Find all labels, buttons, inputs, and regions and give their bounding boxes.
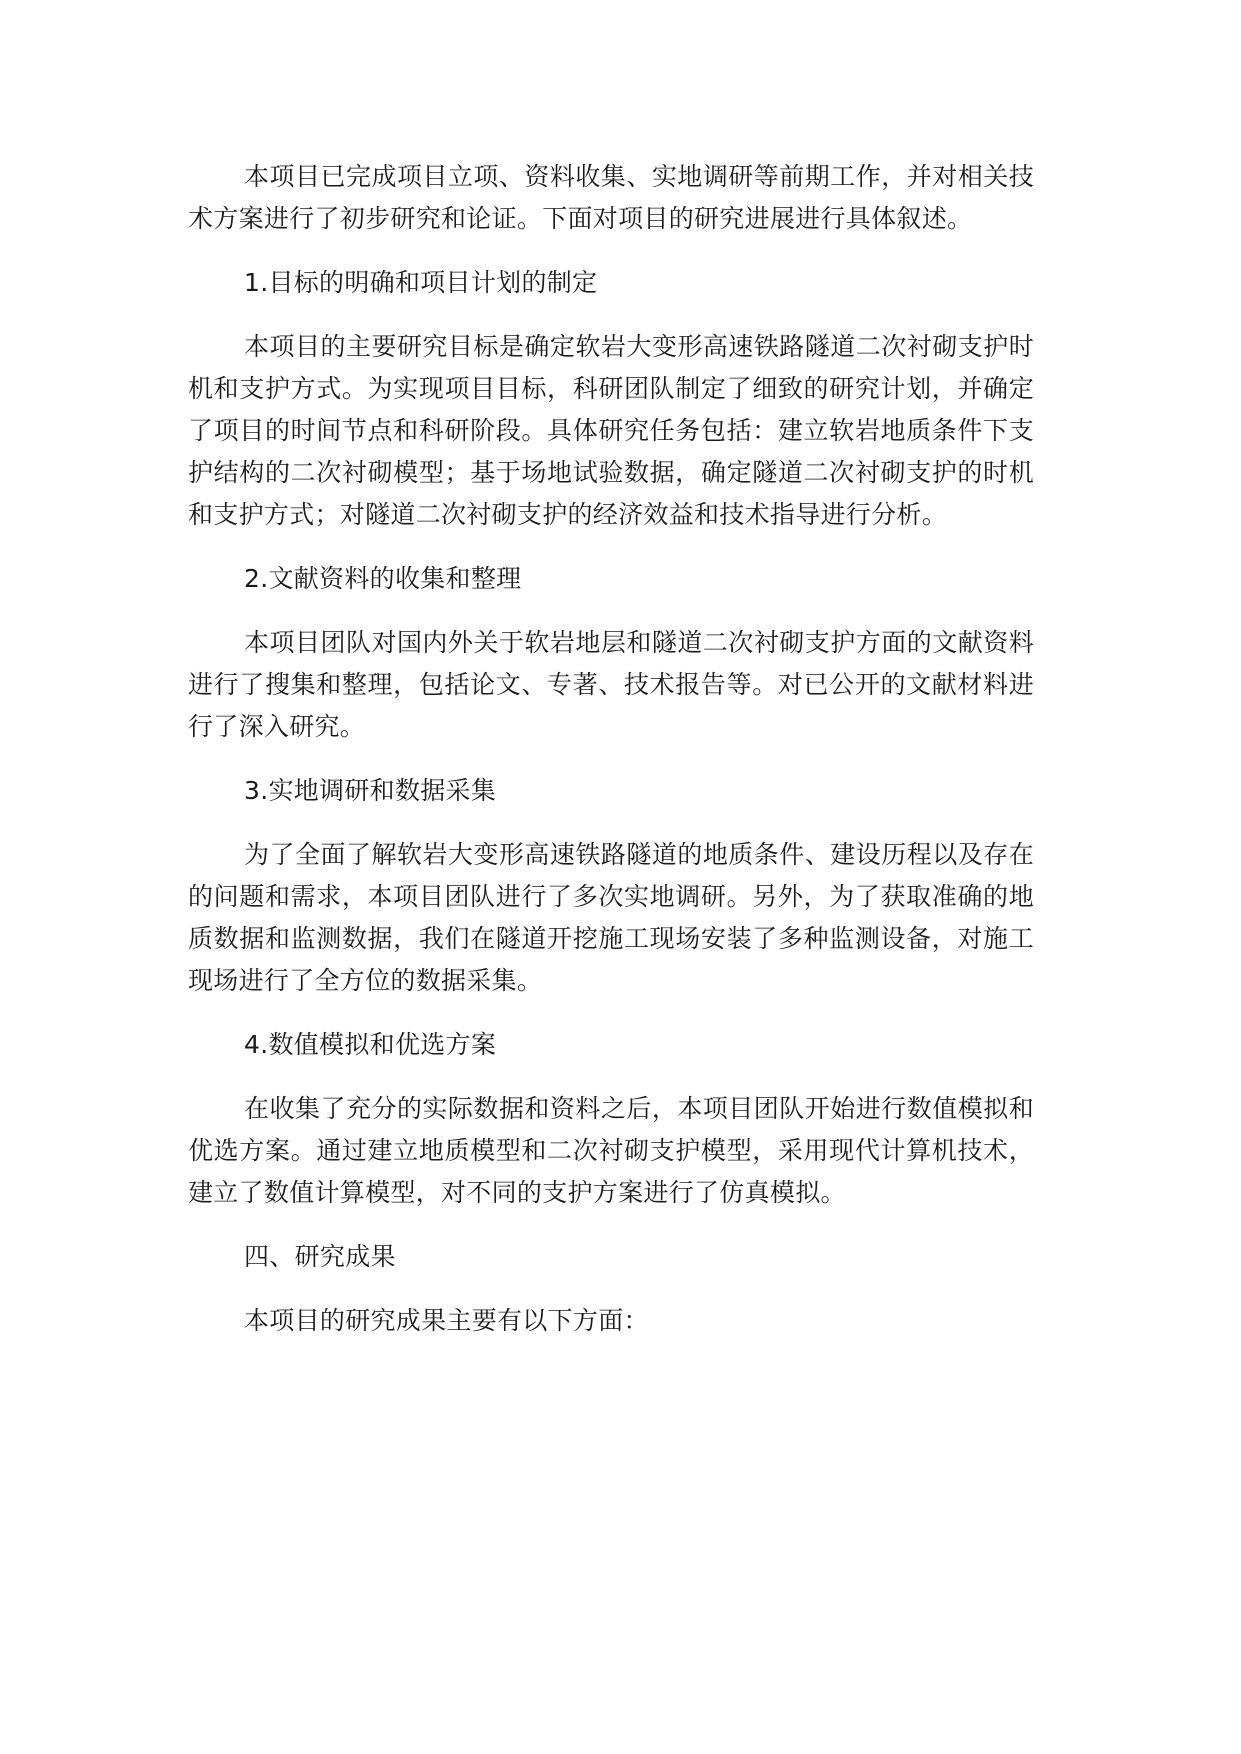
section-heading-3: 3.实地调研和数据采集 <box>244 776 497 805</box>
section-heading-2: 2.文献资料的收集和整理 <box>244 564 522 593</box>
paragraph-section-3: 为了全面了解软岩大变形高速铁路隧道的地质条件、建设历程以及存在的问题和需求，本项目团队进行了多次实地调研。另外，为了获取准确的地质数据和监测数据，我们在隧道开挖施工现场安装了多种监测设备，对施工现场进行了全方位的数据采集。 <box>188 840 1034 995</box>
paragraph-intro: 本项目已完成项目立项、资料收集、实地调研等前期工作，并对相关技术方案进行了初步研究和论证。下面对项目的研究进展进行具体叙述。 <box>188 162 1034 233</box>
paragraph-section-1: 本项目的主要研究目标是确定软岩大变形高速铁路隧道二次衬砌支护时机和支护方式。为实现项目目标，科研团队制定了细致的研究计划，并确定了项目的时间节点和科研阶段。具体研究任务包括：建立软岩地质条件下支护结构的二次衬砌模型；基于场地试验数据，确定隧道二次衬砌支护的时机和支护方式；对隧道二次衬砌支护的经济效益和技术指导进行分析。 <box>188 332 1034 529</box>
paragraph-results-intro: 本项目的研究成果主要有以下方面： <box>244 1306 649 1335</box>
chapter-heading-results: 四、研究成果 <box>244 1242 396 1271</box>
section-heading-4: 4.数值模拟和优选方案 <box>244 1030 497 1059</box>
paragraph-section-4: 在收集了充分的实际数据和资料之后，本项目团队开始进行数值模拟和优选方案。通过建立地质模型和二次衬砌支护模型，采用现代计算机技术，建立了数值计算模型，对不同的支护方案进行了仿真模拟。 <box>188 1094 1034 1207</box>
section-heading-1: 1.目标的明确和项目计划的制定 <box>244 268 598 297</box>
document-body <box>188 156 1034 1364</box>
paragraph-section-2: 本项目团队对国内外关于软岩地层和隧道二次衬砌支护方面的文献资料进行了搜集和整理，包括论文、专著、技术报告等。对已公开的文献材料进行了深入研究。 <box>188 628 1034 741</box>
